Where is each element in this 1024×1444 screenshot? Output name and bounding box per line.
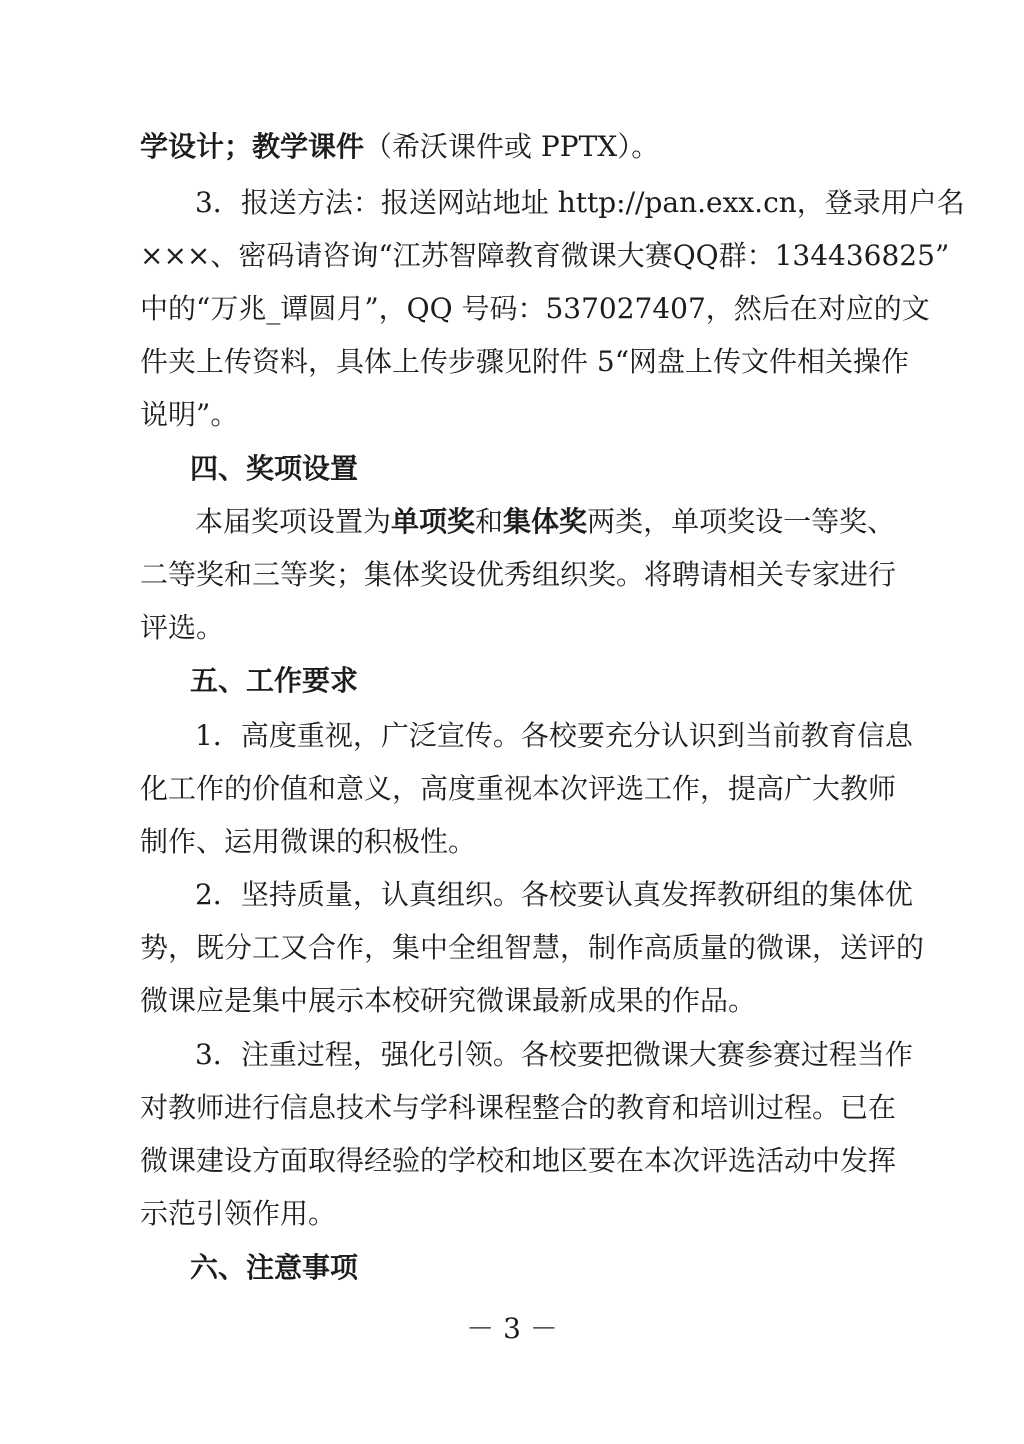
section-heading: 四、奖项设置 bbox=[190, 452, 359, 485]
section-heading: 六、注意事项 bbox=[190, 1251, 359, 1284]
paragraph-line: 微课应是集中展示本校研究微课最新成果的作品。 bbox=[140, 984, 757, 1017]
paragraph-line: 化工作的价值和意义，高度重视本次评选工作，提高广大教师 bbox=[140, 772, 897, 805]
paragraph-line: 示范引领作用。 bbox=[140, 1197, 337, 1230]
paragraph-line: 本届奖项设置为单项奖和集体奖两类，单项奖设一等奖、 bbox=[195, 505, 896, 538]
paragraph-line: 评选。 bbox=[140, 611, 225, 644]
paragraph-line: 1．高度重视，广泛宣传。各校要充分认识到当前教育信息 bbox=[195, 719, 913, 752]
paragraph-line: 微课建设方面取得经验的学校和地区要在本次评选活动中发挥 bbox=[140, 1144, 897, 1177]
paragraph-line: 中的“万兆_谭圆月”，QQ 号码：537027407，然后在对应的文 bbox=[140, 292, 930, 325]
paragraph-line: 2．坚持质量，认真组织。各校要认真发挥教研组的集体优 bbox=[195, 878, 913, 911]
bold-term: 集体奖 bbox=[503, 505, 588, 538]
paragraph-line: 对教师进行信息技术与学科课程整合的教育和培训过程。已在 bbox=[140, 1091, 897, 1124]
paragraph-line: 3．报送方法：报送网站地址 http://pan.exx.cn，登录用户名 bbox=[195, 186, 965, 219]
page-number: － 3 － bbox=[466, 1312, 558, 1345]
paragraph-line: 说明”。 bbox=[140, 398, 239, 431]
paragraph-line: 制作、运用微课的积极性。 bbox=[140, 825, 477, 858]
paragraph-line: 势，既分工又合作，集中全组智慧，制作高质量的微课，送评的 bbox=[140, 931, 925, 964]
paragraph-line: 二等奖和三等奖；集体奖设优秀组织奖。将聘请相关专家进行 bbox=[140, 558, 897, 591]
section-heading: 五、工作要求 bbox=[190, 664, 359, 697]
paragraph-line: 学设计；教学课件（希沃课件或 PPTX）。 bbox=[140, 130, 660, 163]
paragraph-line: 3．注重过程，强化引领。各校要把微课大赛参赛过程当作 bbox=[195, 1038, 913, 1071]
paragraph-line: 件夹上传资料，具体上传步骤见附件 5“网盘上传文件相关操作 bbox=[140, 345, 910, 378]
bold-term: 学设计；教学课件 bbox=[140, 130, 365, 163]
paragraph-line: ×××、密码请咨询“江苏智障教育微课大赛QQ群：134436825” bbox=[140, 239, 950, 272]
bold-term: 单项奖 bbox=[391, 505, 476, 538]
